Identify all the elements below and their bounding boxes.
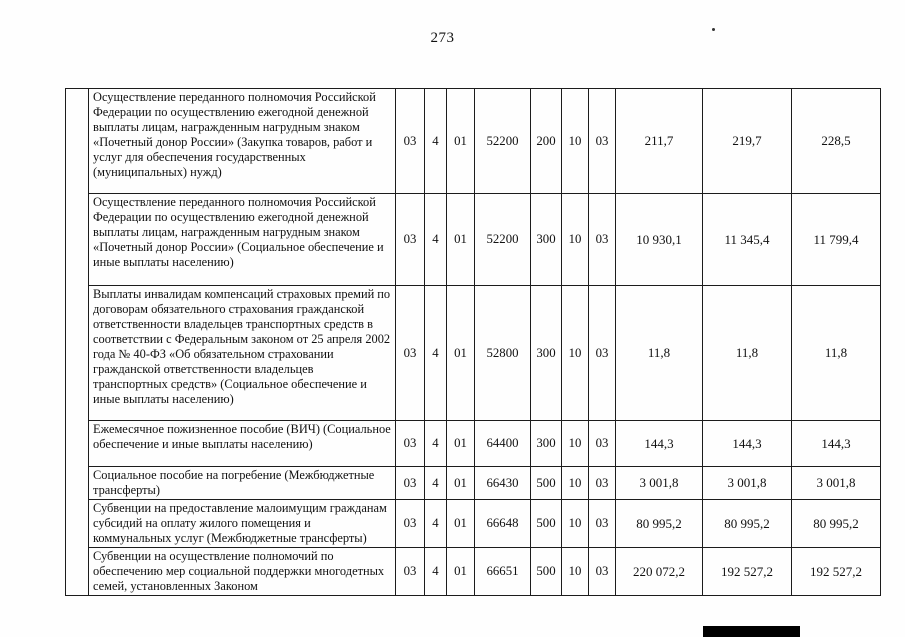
row-value: 228,5 xyxy=(792,89,881,194)
row-code: 10 xyxy=(562,194,589,286)
row-value: 11,8 xyxy=(703,286,792,421)
row-code: 300 xyxy=(531,194,562,286)
row-code: 66430 xyxy=(475,467,531,500)
row-code: 03 xyxy=(396,548,425,596)
row-name: Осуществление переданного полномочия Российской Федерации по осуществлению ежегодной денежной выплаты лицам, награжденным нагрудным знаком «Почетный донор России» (Закупка товаров, работ и услуг для обеспечения государственных (муниципальных) нужд) xyxy=(89,89,396,194)
row-code: 300 xyxy=(531,421,562,467)
table-row xyxy=(66,548,881,596)
row-name: Социальное пособие на погребение (Межбюджетные трансферты) xyxy=(89,467,396,500)
row-code: 03 xyxy=(589,421,616,467)
row-name: Ежемесячное пожизненное пособие (ВИЧ) (Социальное обеспечение и иные выплаты населению) xyxy=(89,421,396,467)
row-code: 03 xyxy=(396,500,425,548)
row-code: 01 xyxy=(447,286,475,421)
row-value: 80 995,2 xyxy=(792,500,881,548)
row-code: 10 xyxy=(562,421,589,467)
table-row xyxy=(66,467,881,500)
row-code: 52200 xyxy=(475,194,531,286)
row-code: 500 xyxy=(531,548,562,596)
row-code: 10 xyxy=(562,548,589,596)
row-value: 3 001,8 xyxy=(792,467,881,500)
row-code: 03 xyxy=(396,286,425,421)
section-spacer-cell xyxy=(66,89,89,596)
row-value: 11 799,4 xyxy=(792,194,881,286)
row-value: 3 001,8 xyxy=(703,467,792,500)
row-code: 01 xyxy=(447,194,475,286)
row-value: 3 001,8 xyxy=(616,467,703,500)
row-code: 66648 xyxy=(475,500,531,548)
row-value: 80 995,2 xyxy=(616,500,703,548)
row-value: 11 345,4 xyxy=(703,194,792,286)
row-code: 200 xyxy=(531,89,562,194)
row-code: 01 xyxy=(447,548,475,596)
table-row xyxy=(66,194,881,286)
row-code: 03 xyxy=(589,500,616,548)
row-code: 03 xyxy=(589,548,616,596)
scan-artifact-bar xyxy=(703,626,800,637)
row-code: 03 xyxy=(396,467,425,500)
row-value: 211,7 xyxy=(616,89,703,194)
budget-table-body xyxy=(66,89,881,596)
table-row xyxy=(66,500,881,548)
row-code: 4 xyxy=(425,286,447,421)
table-row xyxy=(66,286,881,421)
row-value: 11,8 xyxy=(792,286,881,421)
row-code: 03 xyxy=(589,286,616,421)
row-code: 03 xyxy=(396,89,425,194)
row-code: 52800 xyxy=(475,286,531,421)
page-number: 273 xyxy=(430,30,455,46)
row-name: Субвенции на предоставление малоимущим гражданам субсидий на оплату жилого помещения и коммунальных услуг (Межбюджетные трансферты) xyxy=(89,500,396,548)
row-code: 52200 xyxy=(475,89,531,194)
row-code: 10 xyxy=(562,500,589,548)
table-row xyxy=(66,421,881,467)
row-code: 4 xyxy=(425,500,447,548)
row-code: 03 xyxy=(589,467,616,500)
row-code: 4 xyxy=(425,194,447,286)
row-code: 03 xyxy=(589,194,616,286)
row-value: 80 995,2 xyxy=(703,500,792,548)
row-value: 220 072,2 xyxy=(616,548,703,596)
row-value: 11,8 xyxy=(616,286,703,421)
row-code: 500 xyxy=(531,467,562,500)
row-name: Осуществление переданного полномочия Российской Федерации по осуществлению ежегодной денежной выплаты лицам, награжденным нагрудным знаком «Почетный донор России» (Социальное обеспечение и иные выплаты населению) xyxy=(89,194,396,286)
row-value: 192 527,2 xyxy=(792,548,881,596)
row-code: 01 xyxy=(447,467,475,500)
row-value: 144,3 xyxy=(616,421,703,467)
row-value: 144,3 xyxy=(792,421,881,467)
row-value: 192 527,2 xyxy=(703,548,792,596)
row-value: 144,3 xyxy=(703,421,792,467)
row-code: 4 xyxy=(425,421,447,467)
row-name: Выплаты инвалидам компенсаций страховых премий по договорам обязательного страхования гражданской ответственности владельцев транспортных средств в соответствии с Федеральным законом от 25 апреля 2002 года № 40-ФЗ «Об обязательном страховании гражданской ответственности владельцев транспортных средств» (Социальное обеспечение и иные выплаты населению) xyxy=(89,286,396,421)
row-code: 03 xyxy=(589,89,616,194)
row-code: 01 xyxy=(447,500,475,548)
budget-table xyxy=(65,88,881,596)
row-code: 10 xyxy=(562,286,589,421)
row-code: 10 xyxy=(562,467,589,500)
row-code: 300 xyxy=(531,286,562,421)
row-value: 10 930,1 xyxy=(616,194,703,286)
row-code: 4 xyxy=(425,89,447,194)
row-code: 500 xyxy=(531,500,562,548)
row-value: 219,7 xyxy=(703,89,792,194)
row-name: Субвенции на осуществление полномочий по обеспечению мер социальной поддержки многодетных семей, установленных Законом xyxy=(89,548,396,596)
row-code: 03 xyxy=(396,194,425,286)
table-row xyxy=(66,89,881,194)
row-code: 01 xyxy=(447,421,475,467)
row-code: 4 xyxy=(425,548,447,596)
row-code: 66651 xyxy=(475,548,531,596)
row-code: 4 xyxy=(425,467,447,500)
row-code: 10 xyxy=(562,89,589,194)
row-code: 64400 xyxy=(475,421,531,467)
row-code: 01 xyxy=(447,89,475,194)
row-code: 03 xyxy=(396,421,425,467)
